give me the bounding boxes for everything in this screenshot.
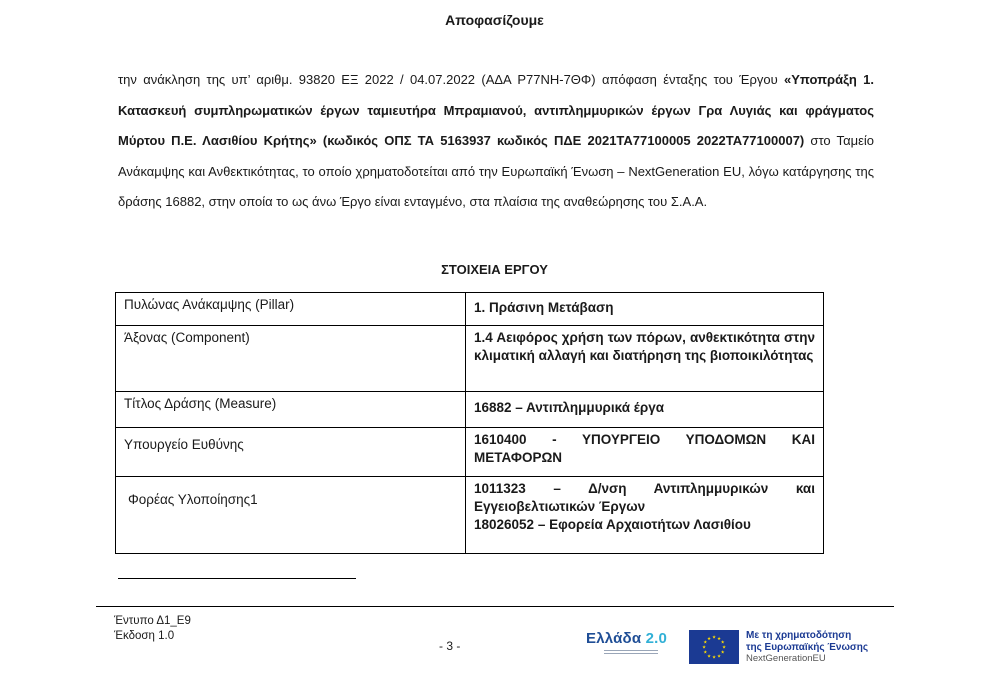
eu-star: ★ bbox=[720, 649, 725, 655]
pillar-value: 1. Πράσινη Μετάβαση bbox=[466, 293, 824, 326]
section-title: ΣΤΟΙΧΕΙΑ ΕΡΓΟΥ bbox=[441, 262, 548, 277]
pillar-label: Πυλώνας Ανάκαμψης (Pillar) bbox=[116, 293, 466, 326]
eu-funding-text bbox=[746, 630, 868, 665]
component-value: 1.4 Αειφόρος χρήση των πόρων, ανθεκτικότητα στην κλιματική αλλαγή και διατήρηση της βιοποικιλότητας bbox=[466, 326, 824, 392]
greece-logo-number: 2.0 bbox=[645, 630, 668, 647]
eu-star: ★ bbox=[711, 634, 717, 640]
eu-star: ★ bbox=[703, 639, 708, 645]
eu-flag-icon bbox=[689, 630, 739, 664]
eu-funding-line-1: Με τη χρηματοδότηση bbox=[746, 630, 852, 641]
ministry-label: Υπουργείο Ευθύνης bbox=[116, 428, 466, 477]
footer-divider bbox=[96, 606, 894, 607]
agency-value bbox=[466, 477, 824, 554]
decision-paragraph bbox=[118, 65, 874, 218]
table-row bbox=[116, 477, 824, 554]
eu-star: ★ bbox=[720, 639, 725, 645]
eu-funding-line-3: NextGenerationEU bbox=[746, 653, 826, 664]
eu-star: ★ bbox=[721, 644, 727, 650]
paragraph-text-1: την ανάκληση της υπ’ αριθμ. 93820 ΕΞ 2022 / 04.07.2022 (ΑΔΑ Ρ77ΝΗ-7ΘΦ) απόφαση ένταξης του Έργου bbox=[118, 72, 785, 87]
eu-star: ★ bbox=[703, 649, 708, 655]
eu-star: ★ bbox=[716, 635, 722, 641]
ministry-value: 1610400 - ΥΠΟΥΡΓΕΙΟ ΥΠΟΔΟΜΩΝ ΚΑΙ ΜΕΤΑΦΟΡΩΝ bbox=[466, 428, 824, 477]
form-identification bbox=[114, 614, 191, 644]
table-row bbox=[116, 392, 824, 428]
table-row bbox=[116, 428, 824, 477]
measure-label: Τίτλος Δράσης (Measure) bbox=[116, 392, 466, 428]
paragraph-text-2: στο Ταμείο Ανάκαμψης και Ανθεκτικότητας, το οποίο χρηματοδοτείται από την Ευρωπαϊκή Ένωση – NextGeneration EU, λόγω κατάργησης της δράσης 16882, στην οποία το ως άνω Έργο είναι ενταγμένο, στα πλαίσια της αναθεώρησης του Σ.Α.Α. bbox=[118, 133, 874, 209]
table-row bbox=[116, 326, 824, 392]
eu-star: ★ bbox=[716, 653, 722, 659]
project-details-table bbox=[115, 292, 824, 554]
agency-label: Φορέας Υλοποίησης1 bbox=[116, 477, 466, 554]
eu-star: ★ bbox=[701, 644, 707, 650]
document-heading: Αποφασίζουμε bbox=[445, 12, 544, 28]
greece-logo-word: Ελλάδα bbox=[586, 630, 642, 647]
eu-star: ★ bbox=[706, 635, 712, 641]
page-number: - 3 - bbox=[439, 639, 461, 653]
measure-value: 16882 – Αντιπλημμυρικά έργα bbox=[466, 392, 824, 428]
project-title-bold: «Υποπράξη 1. Κατασκευή συμπληρωματικών έργων ταμιευτήρα Μπραμιανού, αντιπλημμυρικών έργων Γρα Λυγιάς και φράγματος Μύρτου Π.Ε. Λασιθίου Κρήτης» (κωδικός ΟΠΣ ΤΑ 5163937 κωδικός ΠΔΕ 2021ΤΑ77100005 2022ΤΑ77100007) bbox=[118, 72, 874, 148]
form-code: Έντυπο Δ1_Ε9 bbox=[114, 615, 191, 627]
agency-value-1: 1011323 – Δ/νση Αντιπλημμυρικών και Εγγειοβελτιωτικών Έργων bbox=[474, 481, 815, 514]
agency-value-2: 18026052 – Εφορεία Αρχαιοτήτων Λασιθίου bbox=[474, 517, 751, 532]
component-label: Άξονας (Component) bbox=[116, 326, 466, 392]
greece-logo-text bbox=[586, 630, 667, 647]
eu-funding-line-2: της Ευρωπαϊκής Ένωσης bbox=[746, 641, 869, 653]
greece-logo-subtext-graphic bbox=[604, 650, 658, 656]
form-version: Έκδοση 1.0 bbox=[114, 630, 175, 642]
table-row bbox=[116, 293, 824, 326]
greece-2-0-logo bbox=[586, 630, 678, 664]
eu-star: ★ bbox=[706, 653, 712, 659]
footnote-separator bbox=[118, 578, 356, 579]
eu-star: ★ bbox=[711, 654, 717, 660]
